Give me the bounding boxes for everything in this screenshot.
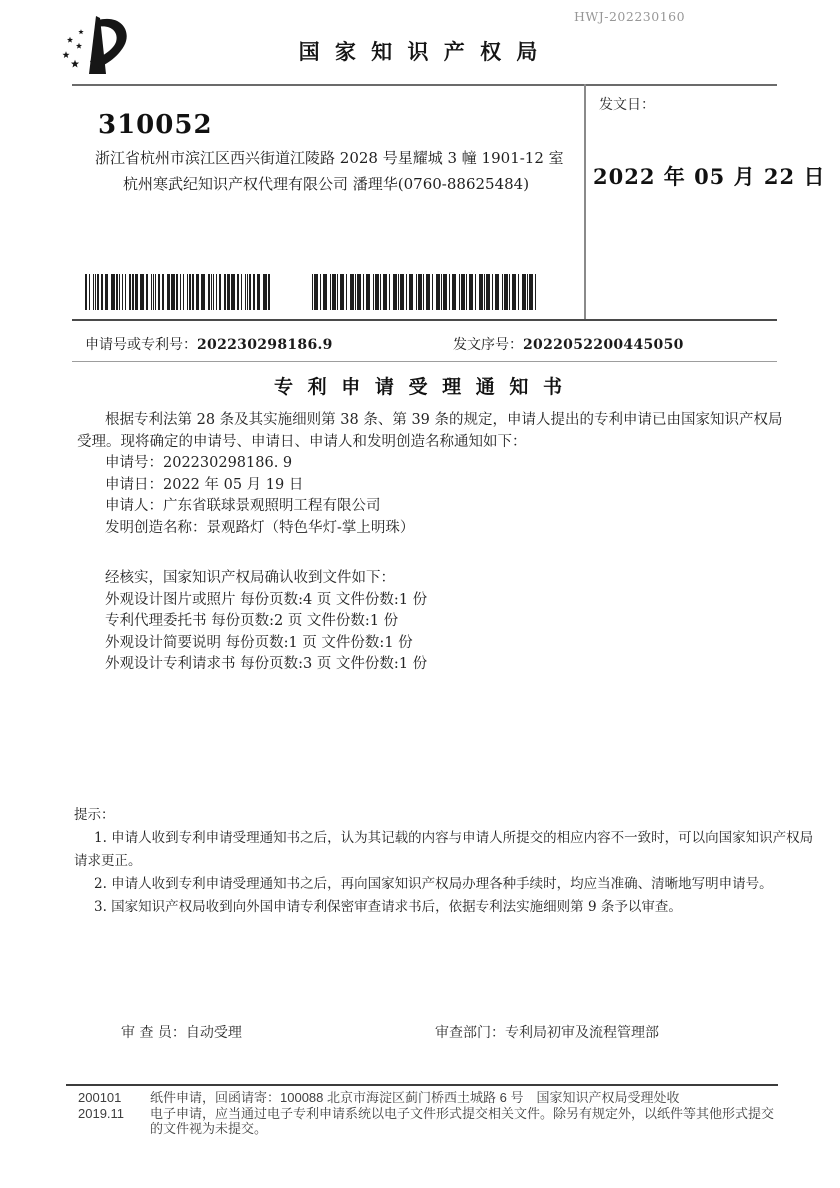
barcode-application-number <box>85 274 273 310</box>
tips-section <box>74 804 814 919</box>
examiner-field <box>121 1022 242 1042</box>
review-department-field <box>435 1022 659 1042</box>
header-rule <box>72 84 777 86</box>
footer <box>78 1090 792 1137</box>
review-department-label: 审查部门： <box>435 1025 505 1041</box>
footer-note: 纸件申请，回函请寄：100088 北京市海淀区蓟门桥西土城路 6 号 国家知识产权局受理处收 <box>150 1090 680 1105</box>
footer-note: 电子申请，应当通过电子专利申请系统以电子文件形式提交相关文件。除另有规定外，以纸件等其他形式提交的文件视为未提交。 <box>150 1105 775 1136</box>
serial-number-field <box>453 334 684 354</box>
postal-code: 310052 <box>98 110 213 140</box>
tips-label: 提示： <box>74 807 115 823</box>
address-date-divider <box>584 84 586 320</box>
barcode-serial-number <box>312 274 541 310</box>
footer-rule <box>66 1084 778 1086</box>
footer-row <box>78 1090 792 1106</box>
issue-date-label: 发文日： <box>599 97 655 113</box>
notice-title: 专 利 申 请 受 理 通 知 书 <box>274 376 566 398</box>
received-document-item: 外观设计图片或照片 每份页数:4 页 文件份数:1 份 <box>105 591 428 608</box>
section-rule-top <box>72 319 777 321</box>
tip-item: 2. 申请人收到专利申请受理通知书之后，再向国家知识产权局办理各种手续时，均应当准确、清晰地写明申请号。 <box>94 876 773 892</box>
examiner-label: 审 查 员： <box>121 1025 186 1041</box>
section-rule-thin <box>72 361 777 362</box>
tip-item: 3. 国家知识产权局收到向外国申请专利保密审查请求书后，依据专利法实施细则第 9 条予以审查。 <box>94 899 682 915</box>
agency-title: 国 家 知 识 产 权 局 <box>298 39 542 64</box>
paragraph-line: 受理。现将确定的申请号、申请日、申请人和发明创造名称通知如下： <box>77 433 527 450</box>
paragraph-line: 根据专利法第 28 条及其实施细则第 38 条、第 39 条的规定，申请人提出的专利申请已由国家知识产权局 <box>105 412 783 428</box>
field-application-number: 申请号：202230298186. 9 <box>105 455 293 471</box>
field-invention-title: 发明创造名称：景观路灯（特色华灯-掌上明珠） <box>105 519 415 536</box>
addressee-agent: 杭州寒武纪知识产权代理有限公司 潘理华(0760-88625484) <box>123 175 530 193</box>
received-document-item: 外观设计专利请求书 每份页数:3 页 文件份数:1 份 <box>105 656 428 672</box>
footer-row <box>78 1106 792 1137</box>
examiner-value: 自动受理 <box>185 1025 242 1041</box>
footer-form-code: 200101 <box>78 1090 122 1105</box>
issue-date: 2022 年 05 月 22 日 <box>593 164 826 189</box>
application-number-field <box>85 334 333 354</box>
review-department-value: 专利局初审及流程管理部 <box>505 1025 659 1041</box>
received-document-item: 专利代理委托书 每份页数:2 页 文件份数:1 份 <box>105 613 399 629</box>
addressee-address: 浙江省杭州市滨江区西兴街道江陵路 2028 号星耀城 3 幢 1901-12 室 <box>95 149 564 167</box>
field-filing-date: 申请日：2022 年 05 月 19 日 <box>105 476 304 493</box>
application-number-label: 申请号或专利号： <box>85 337 197 353</box>
received-documents-intro: 经核实，国家知识产权局确认收到文件如下： <box>105 570 395 586</box>
serial-number-label: 发文序号： <box>453 337 523 353</box>
reference-code: HWJ-202230160 <box>574 9 686 24</box>
serial-number-value: 2022052200445050 <box>523 337 684 353</box>
tip-item-continuation: 请求更正。 <box>74 853 142 869</box>
received-document-item: 外观设计简要说明 每份页数:1 页 文件份数:1 份 <box>105 634 413 651</box>
notice-body <box>77 410 783 676</box>
field-applicant: 申请人：广东省联球景观照明工程有限公司 <box>105 498 381 514</box>
tip-item: 1. 申请人收到专利申请受理通知书之后，认为其记载的内容与申请人所提交的相应内容不一致时，可以向国家知识产权局 <box>94 830 814 846</box>
application-number-value: 202230298186.9 <box>197 337 333 353</box>
footer-form-code: 2019.11 <box>78 1105 125 1121</box>
